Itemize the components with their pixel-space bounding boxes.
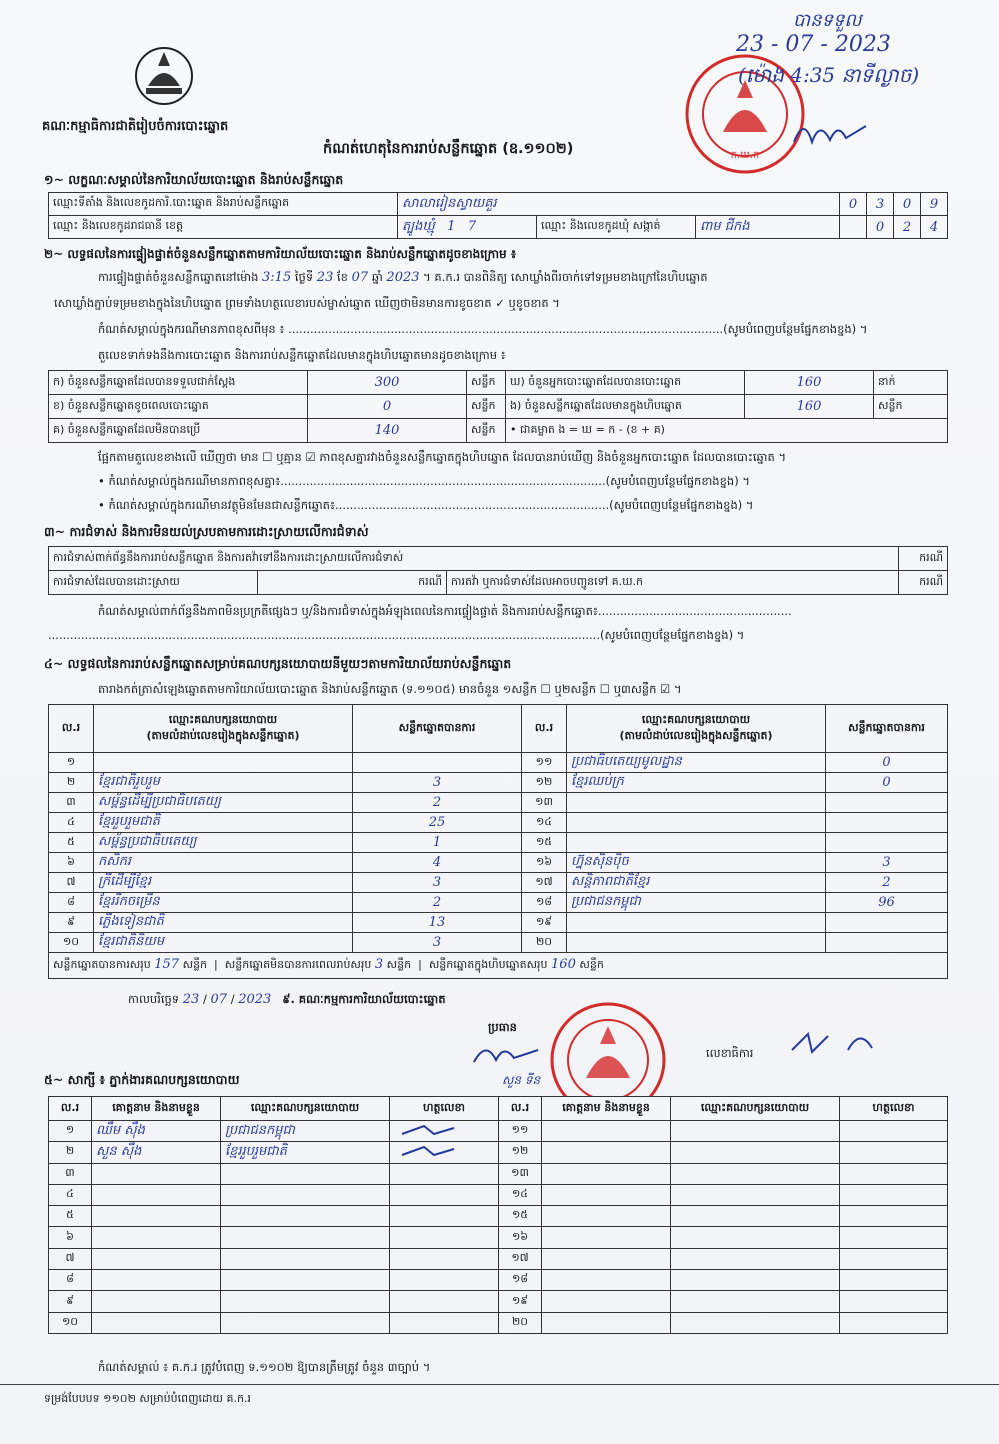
nec-emblem-logo (128, 42, 200, 108)
figure-value: 160 (745, 371, 874, 395)
row-no: ១៥ (499, 1206, 542, 1227)
verify-text: ការផ្ទៀងផ្ទាត់ចំនួនសន្លឹកឆ្នោតនៅម៉ោង (98, 270, 259, 284)
row-no: ២ (49, 773, 94, 793)
party-name: សន្តិភាពជាតិខ្មែរ (567, 873, 826, 893)
objection-forward-label: ការតវ៉ា ឬការជំទាស់ដែលអាចបញ្ជូនទៅ គ.ឃ.ក (447, 571, 899, 595)
section1-title: ១~ លក្ខណៈសម្គាល់នៃការិយាល័យបោះឆ្នោត និងរាប់សន្លឹកឆ្នោត (44, 172, 344, 187)
witness-signature (840, 1270, 948, 1291)
code-digit: 0 (840, 193, 867, 216)
witness-row (49, 1291, 948, 1312)
figure-unit: សន្លឹក (874, 395, 948, 419)
witness-signature (390, 1121, 499, 1142)
results-row (49, 893, 948, 913)
witness-party (221, 1227, 390, 1248)
witness-row (49, 1227, 948, 1248)
figure-label: ង) ចំនួនសន្លឹកឆ្នោតដែលមានក្នុងហិបឆ្នោត (506, 395, 745, 419)
verify-text: ថ្ងៃទី (294, 270, 314, 284)
witness-name (542, 1270, 671, 1291)
results-row (49, 873, 948, 893)
results-row (49, 853, 948, 873)
col-no: ល.រ (499, 1097, 542, 1121)
row-no: ១១ (522, 753, 567, 773)
party-name: ខ្មែររួបរួមជាតិ (94, 813, 353, 833)
witness-signature (840, 1121, 948, 1142)
row-no: ១៩ (522, 913, 567, 933)
verify-line (98, 270, 958, 287)
objection-unit: ករណី (258, 571, 447, 595)
verify-month: 07 (351, 270, 369, 285)
row-no: ១៣ (522, 793, 567, 813)
results-table (48, 704, 948, 979)
total-invalid: 3 (374, 957, 384, 972)
province-code: 1 (447, 218, 456, 234)
row-no: ១៧ (499, 1248, 542, 1269)
row-no: ១៤ (499, 1184, 542, 1205)
row-no: ១០ (49, 933, 94, 953)
witness-signature (390, 1270, 499, 1291)
vote-count: 1 (353, 833, 522, 853)
witness-table (48, 1096, 948, 1334)
witness-party (221, 1184, 390, 1205)
vote-count: 0 (826, 753, 948, 773)
witness-signature (390, 1248, 499, 1269)
witness-signature (390, 1163, 499, 1184)
irregularity-note-cont: .......................................................................................................................................................(សូមបំពេញបន្ថែមផ្នែកខាងខ្នង) ។ (48, 628, 745, 642)
witness-name (92, 1206, 221, 1227)
col-no: ល.រ (49, 705, 94, 753)
witness-row (49, 1270, 948, 1291)
witness-party (671, 1121, 840, 1142)
witness-party (671, 1163, 840, 1184)
vote-count: 3 (826, 853, 948, 873)
row-no: ១៩ (499, 1291, 542, 1312)
row-no: ៤ (49, 813, 94, 833)
witness-party (671, 1142, 840, 1163)
witness-signature (840, 1163, 948, 1184)
commune-label: ឈ្មោះ និងលេខកូដឃុំ សង្កាត់ (537, 216, 696, 239)
province-code: 7 (467, 218, 477, 234)
witness-name (542, 1291, 671, 1312)
date-day: 23 (182, 992, 200, 1007)
chair-signature (468, 1038, 548, 1072)
witness-name: ឈឹម ស៊ឹង (92, 1121, 221, 1142)
signature-mark (394, 1122, 464, 1138)
location-value: សាលារៀនស្វាយគួរ (398, 193, 840, 216)
province-value: ត្បូងឃ្មុំ (402, 218, 435, 234)
figures-intro: តួលេខទាក់ទងនឹងការបោះឆ្នោត និងការរាប់សន្លឹកឆ្នោតដែលមានក្នុងហិបឆ្នោតមានដូចខាងក្រោម ៖ (98, 348, 506, 362)
code-digit: 0 (894, 193, 921, 216)
witness-signature (840, 1248, 948, 1269)
row-no: ៦ (49, 1227, 92, 1248)
row-no: ៥ (49, 1206, 92, 1227)
party-name: ខ្មែរជាតិនិយម (94, 933, 353, 953)
witness-name: សួន ស៊ឹង (92, 1142, 221, 1163)
secretary-label: លេខាធិការ (706, 1046, 754, 1060)
row-no: ៩ (49, 913, 94, 933)
witness-party (671, 1184, 840, 1205)
witness-signature (840, 1227, 948, 1248)
witness-signature (840, 1142, 948, 1163)
document-title: កំណត់ហេតុនៃការរាប់សន្លឹកឆ្នោត (ឧ.១១០២) (323, 141, 574, 157)
stamp-text: ក.ឃ.ក (730, 150, 760, 161)
row-no: ១២ (499, 1142, 542, 1163)
party-name: ប្រជាជនកម្ពុជា (567, 893, 826, 913)
difference-check: ផ្អែកតាមតួលេខខាងលើ ឃើញថា មាន ☐ ឬគ្មាន ☑ ភាពខុសគ្នារវាងចំនួនសន្លឹកឆ្នោតក្នុងហិបឆ្នោត ដែលបានរាប់ឃើញ និងចំនួនអ្នកបោះឆ្នោត ដែលបានបោះឆ្នោត ។ (98, 450, 787, 464)
row-no: ៩ (49, 1291, 92, 1312)
witness-party (221, 1248, 390, 1269)
col-party-sub: (តាមលំដាប់លេខរៀងក្នុងសន្លឹកឆ្នោត) (619, 728, 773, 742)
location-label: ឈ្មោះទីតាំង និងលេខកូដការិ.បោះឆ្នោត និងរាប់សន្លឹកឆ្នោត (49, 193, 398, 216)
unit: សន្លឹក (386, 958, 412, 971)
witness-row (49, 1312, 948, 1333)
witness-signature (390, 1184, 499, 1205)
row-no: ៣ (49, 793, 94, 813)
figure-unit: សន្លឹក (467, 395, 506, 419)
witness-signature (390, 1291, 499, 1312)
col-party: ឈ្មោះគណបក្សនយោបាយ (671, 1097, 840, 1121)
row-no: ២ (49, 1142, 92, 1163)
witness-party (221, 1206, 390, 1227)
code-digit: 0 (867, 216, 894, 239)
witness-party (671, 1312, 840, 1333)
witness-name (92, 1184, 221, 1205)
witness-party (671, 1227, 840, 1248)
vote-count: 3 (353, 873, 522, 893)
party-name: ក្រីដើម្បីខ្មែរ (94, 873, 353, 893)
row-no: ១ (49, 1121, 92, 1142)
objection-unit: ករណី (898, 547, 947, 571)
location-table (48, 192, 948, 239)
verify-text: ។ គ.ក.រ បានពិនិត្យ សោឃ្លាំងពីរចាក់ទៅទម្រមខាងក្រៅនៃហិបឆ្នោត (423, 270, 708, 284)
verify-day: 23 (316, 270, 334, 285)
party-name: ខ្មែររីកចម្រើន (94, 893, 353, 913)
col-party: ឈ្មោះគណបក្សនយោបាយ (221, 1097, 390, 1121)
party-name: ខ្មែរជាតិរួបរួម (94, 773, 353, 793)
col-party: ឈ្មោះគណបក្សនយោបាយ (641, 712, 751, 726)
irregularity-note: កំណត់សម្គាល់ពាក់ព័ន្ធនឹងភាពមិនប្រក្រតីផ្សេងៗ ឬ/និងការជំទាស់ក្នុងអំឡុងពេលនៃការផ្ទៀងផ្ទាត់ និងការរាប់សន្លឹកឆ្នោត៖..................................................... (98, 604, 792, 618)
row-no: ១ (49, 753, 94, 773)
section2-title: ២~ លទ្ធផលនៃការផ្ទៀងផ្ទាត់ចំនួនសន្លឹកឆ្នោតតាមការិយាល័យបោះឆ្នោត និងរាប់សន្លឹកឆ្នោតដូចខាងក្រោម ៖ (44, 247, 517, 261)
witness-signature (390, 1142, 499, 1163)
row-no: ១៦ (522, 853, 567, 873)
row-no: ១៧ (522, 873, 567, 893)
verify-text: ឆ្នាំ (371, 270, 383, 284)
witness-row (49, 1248, 948, 1269)
verify-text: ខែ (337, 270, 348, 284)
results-row (49, 753, 948, 773)
witness-name (542, 1121, 671, 1142)
figure-label: ឃ) ចំនួនអ្នកបោះឆ្នោតដែលបានបោះឆ្នោត (506, 371, 745, 395)
chair-label: ប្រធាន (488, 1020, 517, 1034)
row-no: ៣ (49, 1163, 92, 1184)
party-name (567, 913, 826, 933)
total-valid-label: សន្លឹកឆ្នោតបានការសរុប (53, 958, 151, 971)
row-no: ៨ (49, 893, 94, 913)
col-no: ល.រ (522, 705, 567, 753)
received-label: បានទទួល (793, 10, 862, 31)
witness-name (542, 1184, 671, 1205)
witness-signature (840, 1312, 948, 1333)
witness-party: ខ្មែររួបរួមជាតិ (221, 1142, 390, 1163)
vote-count (826, 833, 948, 853)
party-name: កសិករ (94, 853, 353, 873)
col-name: គោត្តនាម និងនាមខ្លួន (542, 1097, 671, 1121)
row-no: ១០ (49, 1312, 92, 1333)
unit: សន្លឹក (579, 958, 604, 971)
party-name: ភ្លើងទៀនជាតិ (94, 913, 353, 933)
difference-note: កំណត់សម្គាល់ក្នុងករណីមានភាពខុសពីមុន ៖ .......................................................................................................................(សូមបំពេញបន្ថែមផ្នែកខាងខ្នង) ។ (98, 322, 868, 336)
witness-signature (840, 1291, 948, 1312)
code-digit: 9 (921, 193, 948, 216)
date-line: កាលបរិច្ឆេទ 23 / 07 / 2023 ៩. គណៈកម្មការការិយាល័យបោះឆ្នោត (128, 992, 446, 1007)
row-no: ៤ (49, 1184, 92, 1205)
vote-count: 25 (353, 813, 522, 833)
committee-label: ៩. គណៈកម្មការការិយាល័យបោះឆ្នោត (282, 992, 446, 1006)
results-row (49, 793, 948, 813)
row-no: ៧ (49, 873, 94, 893)
results-row (49, 773, 948, 793)
total-valid: 157 (154, 957, 180, 972)
witness-name (92, 1163, 221, 1184)
figure-label: ក) ចំនួនសន្លឹកឆ្នោតដែលបានទទួលជាក់ស្តែង (49, 371, 308, 395)
section5-title: ៥~ សាក្សី ៖ ភ្នាក់ងារគណបក្សនយោបាយ (44, 1072, 240, 1087)
results-row (49, 933, 948, 953)
witness-party (671, 1206, 840, 1227)
witness-party (221, 1291, 390, 1312)
col-votes: សន្លឹកឆ្នោតបានការ (353, 705, 522, 753)
witness-row (49, 1184, 948, 1205)
witness-party (221, 1163, 390, 1184)
code-digit: 4 (921, 216, 948, 239)
vote-count: 13 (353, 913, 522, 933)
tally-sheet-count: តារាងកត់ត្រាសំឡេងឆ្នោតតាមការិយាល័យបោះឆ្នោត និងរាប់សន្លឹកឆ្នោត (ទ.១១០៥) មានចំនួន ១សន្លឹក ☐ ឬ២សន្លឹក ☐ ឬ៣សន្លឹក ☑ ។ (98, 682, 682, 696)
col-name: គោត្តនាម និងនាមខ្លួន (92, 1097, 221, 1121)
vote-count: 4 (353, 853, 522, 873)
totals-row: សន្លឹកឆ្នោតបានការសរុប 157 សន្លឹក | សន្លឹកឆ្នោតមិនបានការពេលរាប់សរុប 3 សន្លឹក | សន្លឹកឆ្នោតក្នុងហិបឆ្នោតសរុប 160 សន្លឹក (49, 953, 948, 979)
verify-year: 2023 (386, 270, 420, 285)
figures-table (48, 370, 948, 443)
witness-name (92, 1312, 221, 1333)
verify-time: 3:15 (262, 270, 292, 285)
row-no: ១៣ (499, 1163, 542, 1184)
row-no: ១១ (499, 1121, 542, 1142)
results-row (49, 813, 948, 833)
foreign-object-remark: • កំណត់សម្គាល់ក្នុងករណីមានវត្ថុមិនមែនជាសន្លឹកឆ្នោត៖...........................................................................(សូមបំពេញបន្ថែមផ្នែកខាងខ្នង) ។ (98, 498, 754, 512)
unit: សន្លឹក (182, 958, 208, 971)
col-no: ល.រ (49, 1097, 92, 1121)
witness-row (49, 1142, 948, 1163)
vote-count: 3 (353, 933, 522, 953)
party-name (567, 933, 826, 953)
figure-unit: សន្លឹក (467, 419, 506, 443)
row-no: ៥ (49, 833, 94, 853)
footer-form-id: ទម្រង់បែបបទ ១១០២ សម្រាប់បំពេញដោយ គ.ក.រ (44, 1392, 251, 1405)
figure-unit: នាក់ (874, 371, 948, 395)
party-name (94, 753, 353, 773)
row-no: ១៨ (522, 893, 567, 913)
commune-value: ពាម ជីកង (696, 216, 840, 239)
difference-remark: • កំណត់សម្គាល់ក្នុងករណីមានភាពខុសគ្នា៖.........................................................................................(សូមបំពេញបន្ថែមផ្នែកខាងខ្នង) ។ (98, 474, 750, 488)
figure-unit: សន្លឹក (467, 371, 506, 395)
secretary-signature (788, 1024, 888, 1064)
results-row (49, 833, 948, 853)
witness-name (92, 1227, 221, 1248)
witness-signature (840, 1206, 948, 1227)
received-time: (ម៉ោង 4:35 នាទីល្ងាច) (738, 63, 920, 87)
code-digit: 2 (894, 216, 921, 239)
vote-count (826, 933, 948, 953)
vote-count: 2 (353, 793, 522, 813)
witness-body (49, 1121, 948, 1334)
date-year: 2023 (238, 992, 272, 1007)
section3-title: ៣~ ការជំទាស់ និងការមិនយល់ស្របតាមការដោះស្រាយលើការជំទាស់ (44, 524, 369, 539)
party-name (567, 813, 826, 833)
signature-mark (394, 1143, 464, 1159)
figure-label: ខ) ចំនួនសន្លឹកឆ្នោតខូចពេលបោះឆ្នោត (49, 395, 308, 419)
witness-signature (840, 1184, 948, 1205)
org-name: គណៈកម្មាធិការជាតិរៀបចំការបោះឆ្នោត (42, 119, 229, 134)
vote-count: 3 (353, 773, 522, 793)
row-no: ១៤ (522, 813, 567, 833)
section4-title: ៤~ លទ្ធផលនៃការរាប់សន្លឹកឆ្នោតសម្រាប់គណបក្សនយោបាយនីមួយៗតាមការិយាល័យរាប់សន្លឹកឆ្នោត (44, 656, 512, 671)
objection-resolved-label: ការជំទាស់ដែលបានដោះស្រាយ (49, 571, 258, 595)
figure-value: 0 (308, 395, 467, 419)
row-no: ១៥ (522, 833, 567, 853)
witness-row (49, 1121, 948, 1142)
row-no: ១៨ (499, 1270, 542, 1291)
total-invalid-label: សន្លឹកឆ្នោតមិនបានការពេលរាប់សរុប (224, 958, 372, 971)
row-no: ៦ (49, 853, 94, 873)
total-box-label: សន្លឹកឆ្នោតក្នុងហិបឆ្នោតសរុប (428, 958, 548, 971)
row-no: ២០ (522, 933, 567, 953)
col-party: ឈ្មោះគណបក្សនយោបាយ (168, 712, 278, 726)
party-name: សម្ព័ន្ធដើម្បីប្រជាធិបតេយ្យ (94, 793, 353, 813)
party-name (567, 833, 826, 853)
row-no: ១៦ (499, 1227, 542, 1248)
vote-count: 96 (826, 893, 948, 913)
witness-name (542, 1248, 671, 1269)
witness-party (671, 1270, 840, 1291)
objection-label: ការជំទាស់ពាក់ព័ន្ធនឹងការរាប់សន្លឹកឆ្នោត និងការតវ៉ាទៅនឹងការដោះស្រាយលើការជំទាស់ (49, 547, 899, 571)
witness-name (542, 1312, 671, 1333)
seal-line: សោឃ្លាំងភ្ជាប់ទម្រមខាងក្នុងនៃហិបឆ្នោត ព្រមទាំងហត្ថលេខារបស់ម្ចាស់ឆ្នោត ឃើញថាមិនមានការខូចខាត ✓ ឬខូចខាត ។ (54, 296, 560, 310)
vote-count: 2 (353, 893, 522, 913)
province-label: ឈ្មោះ និងលេខកូដរាជធានី ខេត្ត (49, 216, 398, 239)
figure-formula: • ជាគម្លាត ង = ឃ = ក - (ខ + គ) (506, 419, 948, 443)
party-name: សម្ព័ន្ធប្រជាធិបតេយ្យ (94, 833, 353, 853)
row-no: ២០ (499, 1312, 542, 1333)
party-name: ហ្វ៊ុនស៊ិនប៉ិច (567, 853, 826, 873)
witness-name (542, 1206, 671, 1227)
witness-party (671, 1248, 840, 1269)
chair-name: សួន ទីន (502, 1073, 541, 1087)
row-no: ៨ (49, 1270, 92, 1291)
figure-value: 140 (308, 419, 467, 443)
vote-count (826, 813, 948, 833)
date-month: 07 (210, 992, 228, 1007)
witness-party (671, 1291, 840, 1312)
vote-count: 2 (826, 873, 948, 893)
figure-label: គ) ចំនួនសន្លឹកឆ្នោតដែលមិនបានប្រើ (49, 419, 308, 443)
witness-name (92, 1248, 221, 1269)
witness-name (92, 1291, 221, 1312)
received-signature (790, 112, 870, 156)
col-sign: ហត្ថលេខា (390, 1097, 499, 1121)
objection-table (48, 546, 948, 595)
col-votes: សន្លឹកឆ្នោតបានការ (826, 705, 948, 753)
footer-divider (0, 1384, 999, 1385)
results-row (49, 913, 948, 933)
row-no: ១២ (522, 773, 567, 793)
witness-row (49, 1206, 948, 1227)
col-party-sub: (តាមលំដាប់លេខរៀងក្នុងសន្លឹកឆ្នោត) (146, 728, 300, 742)
figure-value: 160 (745, 395, 874, 419)
code-digit: 3 (867, 193, 894, 216)
witness-name (542, 1142, 671, 1163)
footer-note: កំណត់សម្គាល់ ៖ គ.ក.រ ត្រូវបំពេញ ទ.១១០២ ឱ្យបានត្រឹមត្រូវ ចំនួន ៣ច្បាប់ ។ (98, 1360, 431, 1374)
witness-party (221, 1270, 390, 1291)
witness-signature (390, 1227, 499, 1248)
witness-signature (390, 1206, 499, 1227)
row-no: ៧ (49, 1248, 92, 1269)
results-body (49, 753, 948, 953)
objection-unit: ករណី (898, 571, 947, 595)
vote-count (353, 753, 522, 773)
witness-row (49, 1163, 948, 1184)
witness-name (542, 1163, 671, 1184)
witness-party: ប្រជាជនកម្ពុជា (221, 1121, 390, 1142)
party-name (567, 793, 826, 813)
received-date: 23 - 07 - 2023 (736, 32, 891, 57)
party-name: ខ្មែរឈប់ក្រ (567, 773, 826, 793)
witness-name (542, 1227, 671, 1248)
witness-name (92, 1270, 221, 1291)
vote-count: 0 (826, 773, 948, 793)
total-box: 160 (551, 957, 576, 972)
col-sign: ហត្ថលេខា (840, 1097, 948, 1121)
party-name: ប្រជាធិបតេយ្យមូលដ្ឋាន (567, 753, 826, 773)
witness-signature (390, 1312, 499, 1333)
witness-party (221, 1312, 390, 1333)
vote-count (826, 913, 948, 933)
date-label: កាលបរិច្ឆេទ (128, 992, 180, 1006)
vote-count (826, 793, 948, 813)
figure-value: 300 (308, 371, 467, 395)
